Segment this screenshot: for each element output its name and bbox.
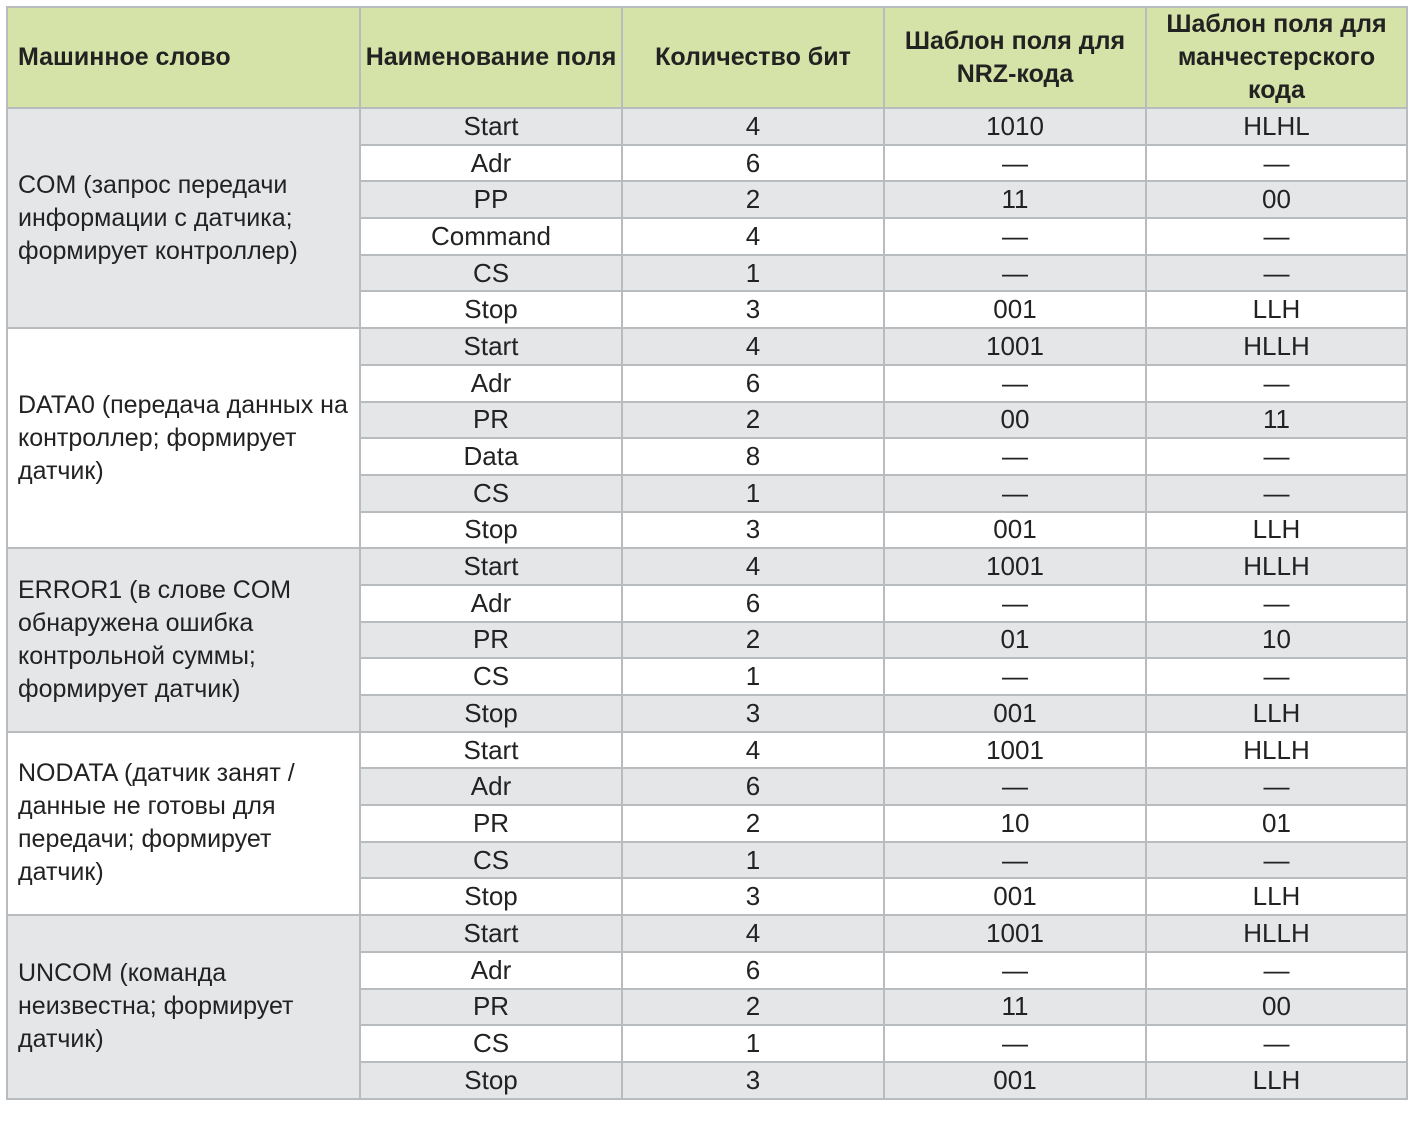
field-name-cell: CS xyxy=(360,1025,622,1062)
table-row xyxy=(7,328,1407,365)
table-row xyxy=(7,108,1407,145)
nrz-template-cell: — xyxy=(884,255,1146,292)
bit-count-cell: 4 xyxy=(622,548,884,585)
nrz-template-cell: — xyxy=(884,952,1146,989)
field-name-cell: PP xyxy=(360,181,622,218)
bit-count-cell: 4 xyxy=(622,915,884,952)
manchester-template-cell: — xyxy=(1146,475,1407,512)
manchester-template-cell: 00 xyxy=(1146,181,1407,218)
nrz-template-cell: — xyxy=(884,218,1146,255)
bit-count-cell: 4 xyxy=(622,732,884,769)
manchester-template-cell: — xyxy=(1146,365,1407,402)
manchester-template-cell: — xyxy=(1146,585,1407,622)
nrz-template-cell: 001 xyxy=(884,695,1146,732)
field-name-cell: Stop xyxy=(360,512,622,549)
manchester-template-cell: HLLH xyxy=(1146,328,1407,365)
field-name-cell: Start xyxy=(360,548,622,585)
manchester-template-cell: — xyxy=(1146,145,1407,182)
manchester-template-cell: HLLH xyxy=(1146,915,1407,952)
header-nrz-template: Шаблон поля для NRZ-кода xyxy=(884,7,1146,108)
bit-count-cell: 4 xyxy=(622,108,884,145)
field-name-cell: PR xyxy=(360,402,622,439)
nrz-template-cell: — xyxy=(884,438,1146,475)
manchester-template-cell: LLH xyxy=(1146,512,1407,549)
field-name-cell: Stop xyxy=(360,878,622,915)
manchester-template-cell: LLH xyxy=(1146,291,1407,328)
nrz-template-cell: 01 xyxy=(884,622,1146,659)
header-bit-count: Количество бит xyxy=(622,7,884,108)
manchester-template-cell: 11 xyxy=(1146,402,1407,439)
bit-count-cell: 3 xyxy=(622,512,884,549)
nrz-template-cell: 10 xyxy=(884,805,1146,842)
bit-count-cell: 1 xyxy=(622,1025,884,1062)
field-name-cell: PR xyxy=(360,805,622,842)
nrz-template-cell: 00 xyxy=(884,402,1146,439)
bit-count-cell: 2 xyxy=(622,402,884,439)
bit-count-cell: 2 xyxy=(622,989,884,1026)
manchester-template-cell: 10 xyxy=(1146,622,1407,659)
field-name-cell: Stop xyxy=(360,1062,622,1099)
table-container xyxy=(6,6,1408,1100)
bit-count-cell: 1 xyxy=(622,475,884,512)
nrz-template-cell: — xyxy=(884,768,1146,805)
nrz-template-cell: 11 xyxy=(884,181,1146,218)
field-name-cell: Adr xyxy=(360,365,622,402)
nrz-template-cell: 1001 xyxy=(884,732,1146,769)
bit-count-cell: 3 xyxy=(622,1062,884,1099)
bit-count-cell: 2 xyxy=(622,181,884,218)
nrz-template-cell: 001 xyxy=(884,1062,1146,1099)
manchester-template-cell: — xyxy=(1146,218,1407,255)
nrz-template-cell: 1010 xyxy=(884,108,1146,145)
field-name-cell: Adr xyxy=(360,952,622,989)
bit-count-cell: 6 xyxy=(622,585,884,622)
machine-word-cell: COM (запрос передачи информации с датчика; формирует контроллер) xyxy=(7,108,360,328)
machine-word-cell: UNCOM (команда неизвестна; формирует датчик) xyxy=(7,915,360,1098)
field-name-cell: Start xyxy=(360,915,622,952)
bit-count-cell: 2 xyxy=(622,805,884,842)
nrz-template-cell: 1001 xyxy=(884,915,1146,952)
nrz-template-cell: 001 xyxy=(884,878,1146,915)
nrz-template-cell: — xyxy=(884,1025,1146,1062)
field-name-cell: PR xyxy=(360,989,622,1026)
manchester-template-cell: 01 xyxy=(1146,805,1407,842)
manchester-template-cell: — xyxy=(1146,768,1407,805)
manchester-template-cell: — xyxy=(1146,842,1407,879)
nrz-template-cell: 1001 xyxy=(884,548,1146,585)
machine-words-table xyxy=(6,6,1408,1100)
bit-count-cell: 3 xyxy=(622,695,884,732)
table-body xyxy=(7,108,1407,1099)
field-name-cell: PR xyxy=(360,622,622,659)
bit-count-cell: 6 xyxy=(622,768,884,805)
nrz-template-cell: 001 xyxy=(884,512,1146,549)
table-row xyxy=(7,548,1407,585)
field-name-cell: Start xyxy=(360,732,622,769)
field-name-cell: CS xyxy=(360,842,622,879)
bit-count-cell: 6 xyxy=(622,952,884,989)
field-name-cell: CS xyxy=(360,658,622,695)
table-header xyxy=(7,7,1407,108)
field-name-cell: Adr xyxy=(360,145,622,182)
header-machine-word: Машинное слово xyxy=(7,7,360,108)
field-name-cell: Command xyxy=(360,218,622,255)
bit-count-cell: 8 xyxy=(622,438,884,475)
bit-count-cell: 4 xyxy=(622,328,884,365)
nrz-template-cell: — xyxy=(884,658,1146,695)
manchester-template-cell: — xyxy=(1146,438,1407,475)
manchester-template-cell: LLH xyxy=(1146,695,1407,732)
bit-count-cell: 1 xyxy=(622,842,884,879)
header-manchester-template: Шаблон поля для манчестерского кода xyxy=(1146,7,1407,108)
field-name-cell: Start xyxy=(360,108,622,145)
nrz-template-cell: 1001 xyxy=(884,328,1146,365)
field-name-cell: Stop xyxy=(360,291,622,328)
table-row xyxy=(7,915,1407,952)
bit-count-cell: 6 xyxy=(622,365,884,402)
field-name-cell: CS xyxy=(360,475,622,512)
bit-count-cell: 6 xyxy=(622,145,884,182)
manchester-template-cell: — xyxy=(1146,1025,1407,1062)
table-row xyxy=(7,732,1407,769)
manchester-template-cell: — xyxy=(1146,658,1407,695)
nrz-template-cell: — xyxy=(884,475,1146,512)
bit-count-cell: 1 xyxy=(622,255,884,292)
bit-count-cell: 3 xyxy=(622,878,884,915)
nrz-template-cell: — xyxy=(884,842,1146,879)
field-name-cell: Stop xyxy=(360,695,622,732)
header-field-name: Наименование поля xyxy=(360,7,622,108)
manchester-template-cell: HLLH xyxy=(1146,732,1407,769)
manchester-template-cell: HLLH xyxy=(1146,548,1407,585)
field-name-cell: Adr xyxy=(360,585,622,622)
machine-word-cell: ERROR1 (в слове COM обнаружена ошибка контрольной суммы; формирует датчик) xyxy=(7,548,360,731)
header-row xyxy=(7,7,1407,108)
machine-word-cell: DATA0 (передача данных на контроллер; формирует датчик) xyxy=(7,328,360,548)
nrz-template-cell: — xyxy=(884,585,1146,622)
machine-word-cell: NODATA (датчик занят / данные не готовы для передачи; формирует датчик) xyxy=(7,732,360,915)
manchester-template-cell: 00 xyxy=(1146,989,1407,1026)
manchester-template-cell: LLH xyxy=(1146,1062,1407,1099)
manchester-template-cell: LLH xyxy=(1146,878,1407,915)
field-name-cell: Data xyxy=(360,438,622,475)
nrz-template-cell: — xyxy=(884,145,1146,182)
nrz-template-cell: — xyxy=(884,365,1146,402)
bit-count-cell: 2 xyxy=(622,622,884,659)
bit-count-cell: 4 xyxy=(622,218,884,255)
bit-count-cell: 1 xyxy=(622,658,884,695)
manchester-template-cell: — xyxy=(1146,952,1407,989)
field-name-cell: Adr xyxy=(360,768,622,805)
field-name-cell: CS xyxy=(360,255,622,292)
bit-count-cell: 3 xyxy=(622,291,884,328)
nrz-template-cell: 001 xyxy=(884,291,1146,328)
manchester-template-cell: HLHL xyxy=(1146,108,1407,145)
nrz-template-cell: 11 xyxy=(884,989,1146,1026)
field-name-cell: Start xyxy=(360,328,622,365)
manchester-template-cell: — xyxy=(1146,255,1407,292)
